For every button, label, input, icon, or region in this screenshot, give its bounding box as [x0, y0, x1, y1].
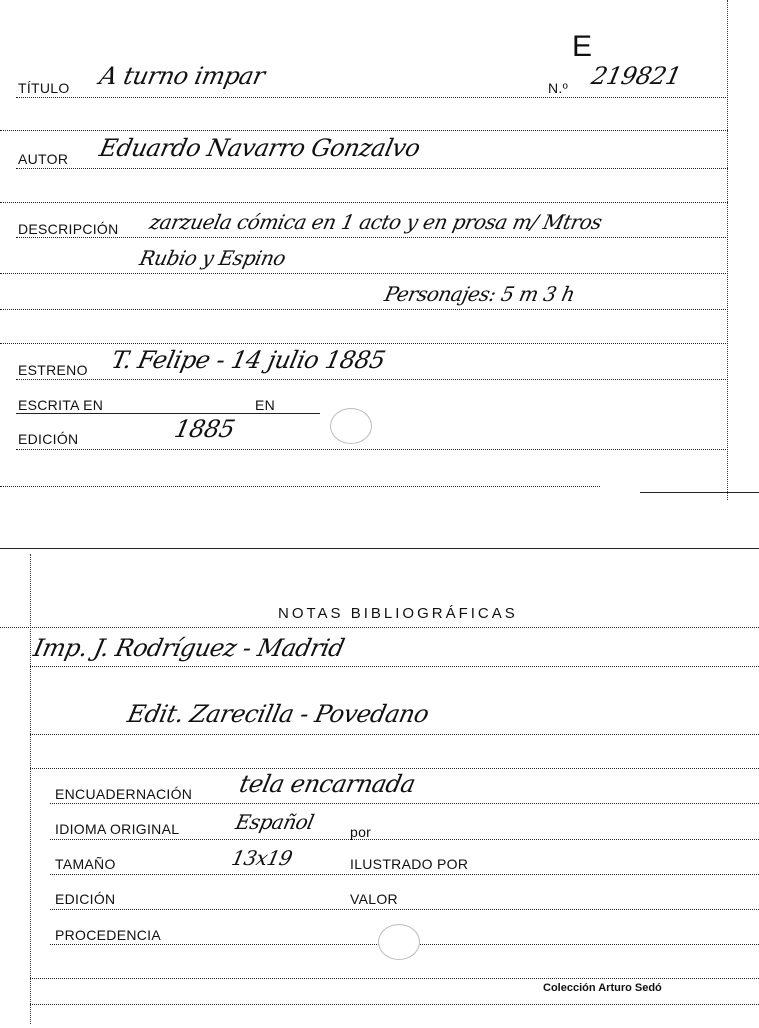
rule	[30, 734, 759, 735]
catalog-card-bottom	[0, 548, 759, 1028]
estreno-value: T. Felipe - 14 julio 1885	[109, 346, 388, 374]
rule	[0, 130, 728, 131]
punch-hole	[330, 408, 372, 444]
numero-value: 219821	[589, 62, 684, 90]
rule	[30, 978, 759, 979]
titulo-label: TÍTULO	[18, 80, 70, 96]
descripcion-line3: Personajes: 5 m 3 h	[382, 282, 577, 306]
edicion-label: EDICIÓN	[18, 431, 79, 447]
edicion2-label: EDICIÓN	[55, 891, 116, 907]
idioma-value: Español	[233, 810, 316, 834]
descripcion-line	[16, 237, 728, 238]
tamano-value: 13x19	[229, 846, 295, 870]
edicion-line	[16, 449, 728, 450]
procedencia-label: PROCEDENCIA	[55, 927, 161, 943]
card-bottom-edge	[0, 486, 600, 487]
encuadernacion-value: tela encarnada	[237, 770, 418, 798]
descripcion-line1: zarzuela cómica en 1 acto y en prosa m/ Mtros	[147, 210, 604, 234]
card-margin-left	[30, 554, 31, 1024]
edicion2-line	[50, 909, 759, 910]
tamano-label: TAMAÑO	[55, 856, 116, 872]
ilustrado-label: ILUSTRADO POR	[350, 856, 469, 872]
rule	[0, 309, 728, 310]
por-label: por	[350, 824, 372, 840]
rule	[0, 273, 728, 274]
note-line1: Imp. J. Rodríguez - Madrid	[31, 634, 347, 662]
note-line2: Edit. Zarecilla - Povedano	[125, 700, 432, 728]
card-edge-right	[727, 0, 728, 500]
notas-header: NOTAS BIBLIOGRÁFICAS	[278, 605, 518, 622]
rule	[30, 768, 759, 769]
rule	[0, 202, 728, 203]
numero-label: N.º	[548, 80, 569, 96]
autor-value: Eduardo Navarro Gonzalvo	[97, 134, 423, 162]
titulo-line	[16, 97, 728, 98]
tamano-line	[50, 874, 759, 875]
card-bottom-edge-right	[640, 492, 759, 493]
escrita-line	[16, 413, 320, 414]
titulo-value: A turno impar	[97, 62, 268, 90]
escrita-label: ESCRITA EN	[18, 397, 104, 413]
encuadernacion-label: ENCUADERNACIÓN	[55, 786, 193, 802]
edicion-value: 1885	[172, 415, 238, 443]
en-label: EN	[255, 397, 276, 413]
punch-hole	[378, 924, 420, 960]
card-bottom-edge	[30, 1004, 759, 1005]
valor-label: VALOR	[350, 891, 398, 907]
idioma-line	[50, 839, 759, 840]
catalog-card-top	[0, 0, 759, 500]
descripcion-label: DESCRIPCIÓN	[18, 221, 119, 237]
estreno-label: ESTRENO	[18, 362, 88, 378]
autor-label: AUTOR	[18, 151, 69, 167]
autor-line	[16, 168, 728, 169]
card-top-edge	[0, 548, 759, 549]
encuadernacion-line	[50, 803, 759, 804]
collection-footer: Colección Arturo Sedó	[543, 982, 662, 994]
rule	[30, 666, 759, 667]
descripcion-line2: Rubio y Espino	[137, 246, 288, 270]
idioma-label: IDIOMA ORIGINAL	[55, 821, 180, 837]
stamp-letter: E	[572, 30, 593, 63]
rule	[0, 343, 728, 344]
estreno-line	[16, 379, 728, 380]
header-rule	[0, 627, 759, 628]
